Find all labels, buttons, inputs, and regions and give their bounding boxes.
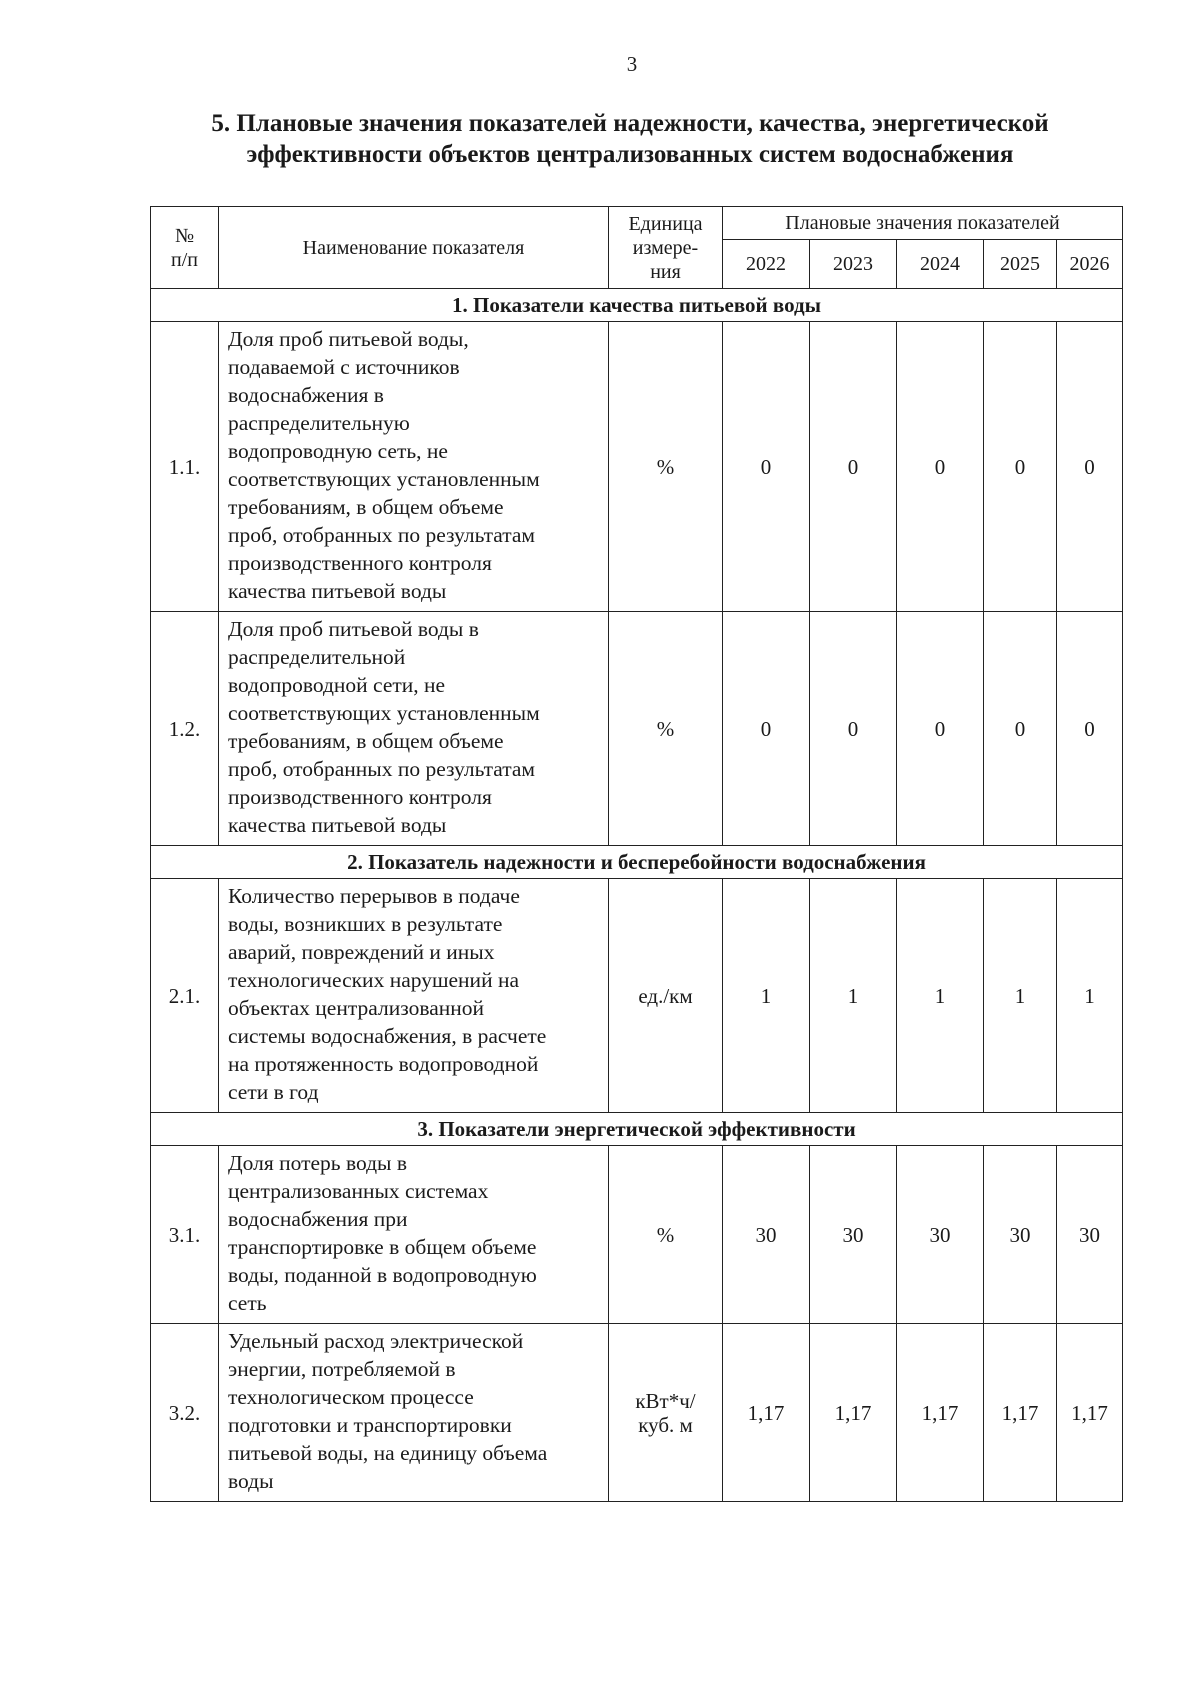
section-row (151, 846, 1123, 879)
section-title: 3. Показатели энергетической эффективности (151, 1113, 1123, 1146)
row-number: 3.1. (151, 1146, 219, 1324)
indicator-name: Удельный расход электрической энергии, потребляемой в технологическом процессе подготовки и транспортировки питьевой воды, на единицу объема воды (219, 1324, 609, 1502)
header-year: 2024 (897, 240, 984, 289)
planned-indicators-table (150, 206, 1123, 1502)
planned-value: 0 (810, 322, 897, 612)
planned-value: 0 (984, 322, 1057, 612)
header-year: 2026 (1057, 240, 1123, 289)
section-title: 2. Показатель надежности и бесперебойности водоснабжения (151, 846, 1123, 879)
planned-value: 30 (810, 1146, 897, 1324)
indicator-name: Доля проб питьевой воды, подаваемой с источников водоснабжения в распределительную водопроводную сеть, не соответствующих установленным требованиям, в общем объеме проб, отобранных по результатам производственного контроля качества питьевой воды (219, 322, 609, 612)
header-num: № п/п (151, 207, 219, 289)
header-year: 2025 (984, 240, 1057, 289)
section-title: 1. Показатели качества питьевой воды (151, 289, 1123, 322)
indicator-unit: ед./км (609, 879, 723, 1113)
planned-value: 0 (723, 612, 810, 846)
planned-value: 1,17 (897, 1324, 984, 1502)
indicator-name: Доля проб питьевой воды в распределительной водопроводной сети, не соответствующих установленным требованиям, в общем объеме проб, отобранных по результатам производственного контроля качества питьевой воды (219, 612, 609, 846)
planned-value: 1 (723, 879, 810, 1113)
header-name: Наименование показателя (219, 207, 609, 289)
table-body (151, 207, 1123, 1502)
planned-value: 1 (810, 879, 897, 1113)
document-title (140, 108, 1120, 170)
planned-value: 30 (897, 1146, 984, 1324)
row-number: 2.1. (151, 879, 219, 1113)
document-title-line-2: эффективности объектов централизованных систем водоснабжения (246, 141, 1014, 168)
header-planned-values: Плановые значения показателей (723, 207, 1123, 240)
planned-value: 0 (1057, 612, 1123, 846)
indicator-unit: % (609, 612, 723, 846)
indicator-unit: % (609, 322, 723, 612)
planned-value: 1,17 (723, 1324, 810, 1502)
header-unit: Единица измере- ния (609, 207, 723, 289)
header-year: 2023 (810, 240, 897, 289)
planned-value: 1,17 (810, 1324, 897, 1502)
table-row (151, 1146, 1123, 1324)
indicator-name: Количество перерывов в подаче воды, возникших в результате аварий, повреждений и иных технологических нарушений на объектах централизованной системы водоснабжения, в расчете на протяженность водопроводной сети в год (219, 879, 609, 1113)
planned-value: 0 (897, 612, 984, 846)
planned-value: 1 (1057, 879, 1123, 1113)
row-number: 1.1. (151, 322, 219, 612)
row-number: 3.2. (151, 1324, 219, 1502)
page-number: 3 (626, 52, 638, 76)
table-row (151, 879, 1123, 1113)
indicator-unit: кВт*ч/ куб. м (609, 1324, 723, 1502)
planned-value: 0 (810, 612, 897, 846)
planned-value: 0 (723, 322, 810, 612)
planned-value: 0 (897, 322, 984, 612)
planned-value: 0 (984, 612, 1057, 846)
planned-value: 1,17 (984, 1324, 1057, 1502)
indicator-unit: % (609, 1146, 723, 1324)
row-number: 1.2. (151, 612, 219, 846)
planned-value: 1,17 (1057, 1324, 1123, 1502)
table-row (151, 612, 1123, 846)
table-row (151, 322, 1123, 612)
planned-value: 1 (984, 879, 1057, 1113)
planned-value: 30 (723, 1146, 810, 1324)
planned-value: 1 (897, 879, 984, 1113)
section-row (151, 289, 1123, 322)
indicator-name: Доля потерь воды в централизованных системах водоснабжения при транспортировке в общем объеме воды, поданной в водопроводную сеть (219, 1146, 609, 1324)
planned-value: 30 (984, 1146, 1057, 1324)
planned-value: 0 (1057, 322, 1123, 612)
document-title-line-1: 5. Плановые значения показателей надежности, качества, энергетической (211, 110, 1049, 137)
section-row (151, 1113, 1123, 1146)
table-row (151, 1324, 1123, 1502)
header-year: 2022 (723, 240, 810, 289)
header-row-1 (151, 207, 1123, 240)
planned-value: 30 (1057, 1146, 1123, 1324)
